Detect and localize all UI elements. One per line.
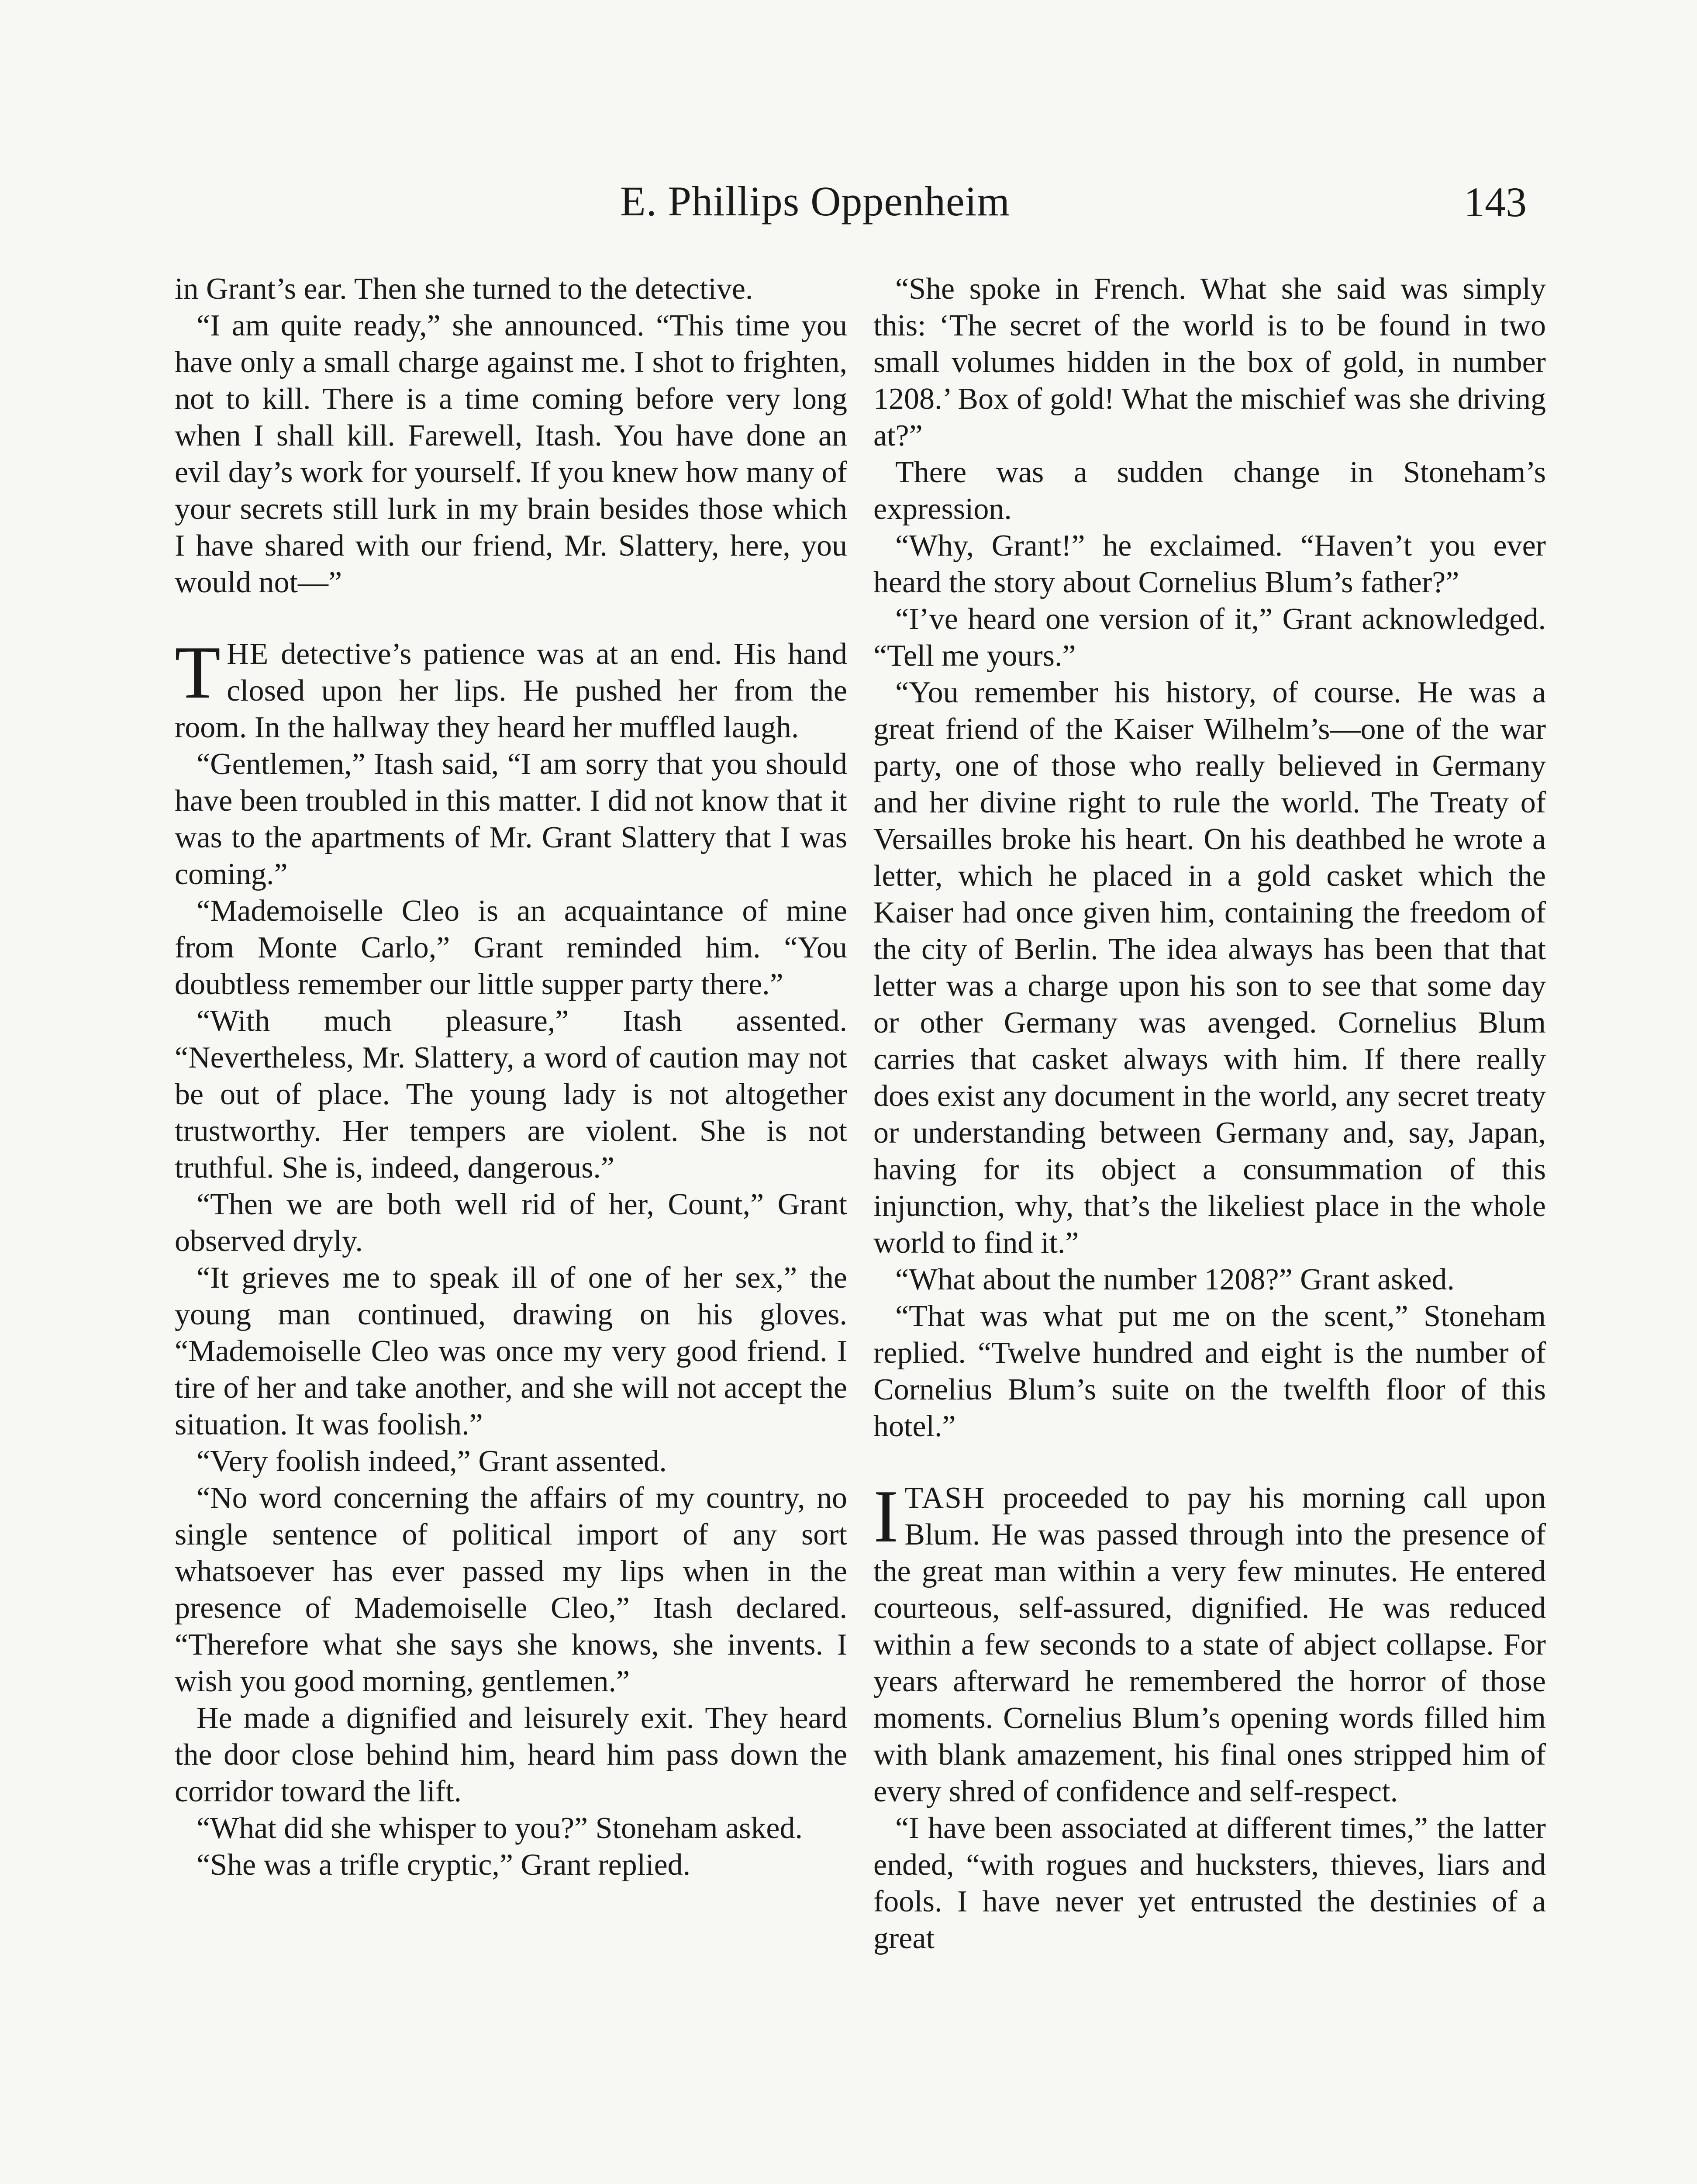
paragraph-text: detective’s patience was at an end. His hand closed upon her lips. He pushed her from the room. In the hallway they heard her muffled laugh. <box>175 637 847 744</box>
paragraph: There was a sudden change in Stoneham’s expression. <box>873 456 1546 526</box>
paragraph: “No word concerning the affairs of my country, no single sentence of political import of any sort whatsoever has ever passed my lips when in the presence of Mademoiselle Cleo,” Itash declared. “Therefore what she says she knows, she invents. I wish you good morning, gentlemen.” <box>175 1481 847 1698</box>
drop-cap: T <box>175 631 221 714</box>
paragraph: “She spoke in French. What she said was simply this: ‘The secret of the world is to be found in two small volumes hidden in the box of gold, in number 1208.’ Box of gold! What the mischief was she driving at?” <box>873 272 1546 453</box>
right-column <box>873 271 1546 1957</box>
running-head: E. Phillips Oppenheim <box>620 178 1010 225</box>
paragraph: “Then we are both well rid of her, Count,” Grant observed dryly. <box>175 1188 847 1258</box>
page-header <box>0 177 1697 234</box>
paragraph-text: proceeded to pay his morning call upon Blum. He was passed through into the presence of the great man within a very few minutes. He entered courteous, self-assured, dignified. He was reduced within a few seconds to a state of abject collapse. For years afterward he remembered the horror of those moments. Cornelius Blum’s opening words filled him with blank amazement, his final ones stripped him of every shred of confidence and self-respect. <box>873 1481 1546 1808</box>
paragraph: “Why, Grant!” he exclaimed. “Haven’t you ever heard the story about Cornelius Blum’s father?” <box>873 529 1546 599</box>
paragraph: “I have been associated at different times,” the latter ended, “with rogues and hucksters, thieves, liars and fools. I have never yet entrusted the destinies of a great <box>873 1811 1546 1955</box>
paragraph: “Gentlemen,” Itash said, “I am sorry that you should have been troubled in this matter. I did not know that it was to the apartments of Mr. Grant Slattery that I was coming.” <box>175 747 847 891</box>
paragraph: “Very foolish indeed,” Grant assented. <box>197 1444 667 1478</box>
paragraph: “I’ve heard one version of it,” Grant acknowledged. “Tell me yours.” <box>873 602 1546 673</box>
drop-cap: I <box>873 1475 899 1558</box>
paragraph: “It grieves me to speak ill of one of her sex,” the young man continued, drawing on his gloves. “Mademoiselle Cleo was once my very good friend. I tire of her and take another, and she will not accept the situation. It was foolish.” <box>175 1261 847 1441</box>
paragraph: “With much pleasure,” Itash assented. “Nevertheless, Mr. Slattery, a word of caution may not be out of place. The young lady is not altogether trustworthy. Her tempers are violent. She is not truthful. She is, indeed, dangerous.” <box>175 1004 847 1185</box>
paragraph: “I am quite ready,” she announced. “This time you have only a small charge against me. I shot to frighten, not to kill. There is a time coming before very long when I shall kill. Farewell, Itash. You have done an evil day’s work for yourself. If you knew how many of your secrets still lurk in my brain besides those which I have shared with our friend, Mr. Slattery, here, you would not—” <box>175 309 847 599</box>
section-opening-paragraph <box>873 1475 1546 1810</box>
paragraph: “What did she whisper to you?” Stoneham asked. <box>197 1811 803 1845</box>
paragraph: “She was a trifle cryptic,” Grant replied. <box>197 1848 691 1882</box>
small-caps-lead: TASH <box>904 1481 986 1515</box>
paragraph: “What about the number 1208?” Grant asked. <box>895 1263 1455 1296</box>
paragraph: “You remember his history, of course. He was a great friend of the Kaiser Wilhelm’s—one of the war party, one of those who really believed in Germany and her divine right to rule the world. The Treaty of Versailles broke his heart. On his deathbed he wrote a letter, which he placed in a gold casket which the Kaiser had once given him, containing the freedom of the city of Berlin. The idea always has been that that letter was a charge upon his son to see that some day or other Germany was avenged. Cornelius Blum carries that casket always with him. If there really does exist any document in the world, any secret treaty or understanding between Germany and, say, Japan, having for its object a consummation of this injunction, why, that’s the likeliest place in the whole world to find it.” <box>873 676 1546 1260</box>
left-column <box>175 271 847 1883</box>
page-number: 143 <box>1464 179 1527 225</box>
paragraph: “That was what put me on the scent,” Stoneham replied. “Twelve hundred and eight is the number of Cornelius Blum’s suite on the twelfth floor of this hotel.” <box>873 1299 1546 1443</box>
section-opening-paragraph <box>175 631 847 746</box>
small-caps-lead: HE <box>227 637 269 671</box>
paragraph: in Grant’s ear. Then she turned to the detective. <box>175 272 753 306</box>
paragraph: He made a dignified and leisurely exit. They heard the door close behind him, heard him pass down the corridor toward the lift. <box>175 1701 847 1808</box>
paragraph: “Mademoiselle Cleo is an acquaintance of mine from Monte Carlo,” Grant reminded him. “You doubtless remember our little supper party there.” <box>175 894 847 1001</box>
